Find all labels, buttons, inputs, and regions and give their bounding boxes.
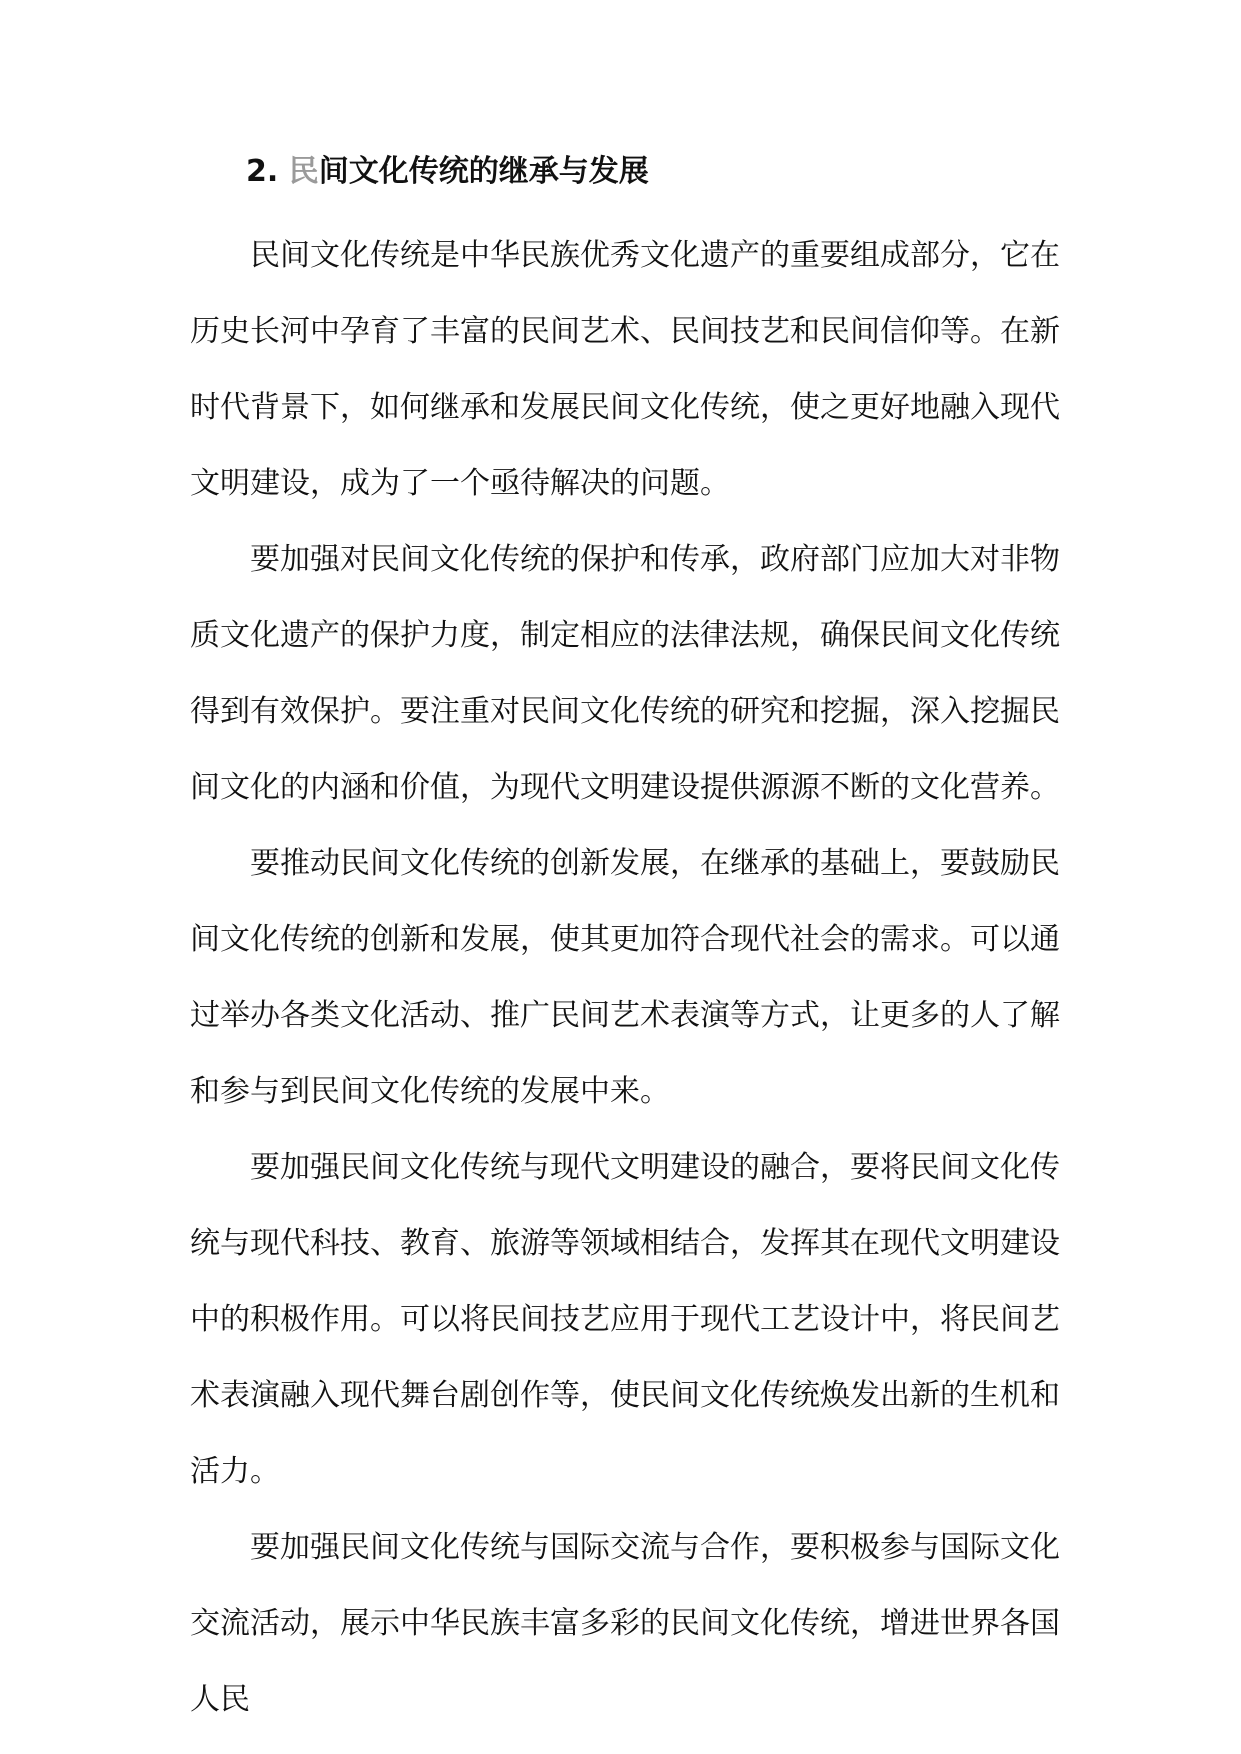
body-text <box>190 218 1060 1738</box>
paragraph: 要推动民间文化传统的创新发展，在继承的基础上，要鼓励民间文化传统的创新和发展，使其更加符合现代社会的需求。可以通过举办各类文化活动、推广民间艺术表演等方式，让更多的人了解和参与到民间文化传统的发展中来。 <box>190 846 1060 1109</box>
paragraph: 要加强民间文化传统与国际交流与合作，要积极参与国际文化交流活动，展示中华民族丰富多彩的民间文化传统，增进世界各国人民 <box>190 1530 1060 1717</box>
paragraph: 民间文化传统是中华民族优秀文化遗产的重要组成部分，它在历史长河中孕育了丰富的民间艺术、民间技艺和民间信仰等。在新时代背景下，如何继承和发展民间文化传统，使之更好地融入现代文明建设，成为了一个亟待解决的问题。 <box>190 238 1060 501</box>
paragraph: 要加强对民间文化传统的保护和传承，政府部门应加大对非物质文化遗产的保护力度，制定相应的法律法规，确保民间文化传统得到有效保护。要注重对民间文化传统的研究和挖掘，深入挖掘民间文化的内涵和价值，为现代文明建设提供源源不断的文化营养。 <box>190 542 1060 805</box>
section-number: 2. <box>246 154 279 189</box>
section-heading <box>246 146 649 198</box>
paragraph: 要加强民间文化传统与现代文明建设的融合，要将民间文化传统与现代科技、教育、旅游等领域相结合，发挥其在现代文明建设中的积极作用。可以将民间技艺应用于现代工艺设计中，将民间艺术表演融入现代舞台剧创作等，使民间文化传统焕发出新的生机和活力。 <box>190 1150 1060 1489</box>
section-title-first-char: 民 <box>288 154 319 189</box>
section-title: 间文化传统的继承与发展 <box>318 154 649 189</box>
